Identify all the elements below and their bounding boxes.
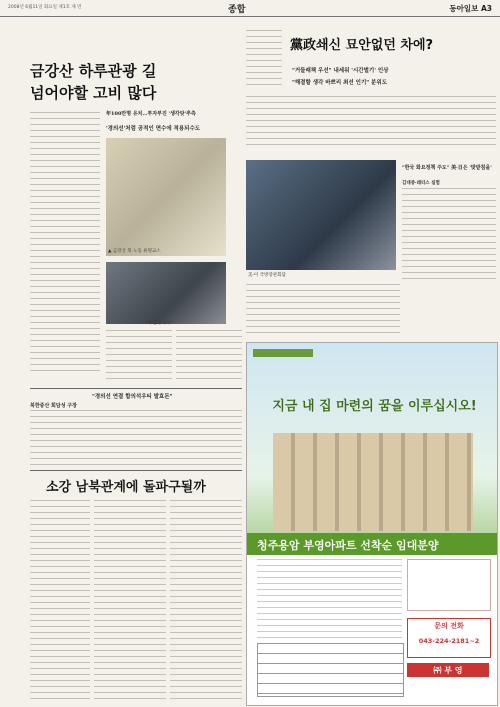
ad-buildings — [273, 433, 473, 531]
right-photo — [246, 160, 396, 270]
photo-caption: "이 금강니다" — [145, 321, 173, 326]
right-photo-caption: 美·이 국방장관회담 — [248, 273, 286, 278]
ad-company-name: ㈜ 부 영 — [433, 666, 463, 675]
ad-hero — [247, 343, 497, 533]
bottom-body-col1 — [30, 500, 90, 700]
ad-band-text: 청주용암 부영아파트 선착순 임대분양 — [257, 539, 439, 552]
right-sub2: "해결할 생각 바쁘리 최선 인기" 분위도 — [292, 80, 388, 86]
divider-2 — [30, 470, 242, 471]
bottom-body-col3 — [170, 500, 242, 700]
pull-quote-sub: 북한중산 회담성 구장 — [30, 403, 77, 409]
right-sub1: "거들래책 우선" 내세워 '시간벌기' 인상 — [292, 68, 389, 74]
ad-headline: 지금 내 집 마련의 꿈을 이루십시오! — [272, 399, 477, 414]
pull-quote: "경의선 연결 합의석우티 발효돈" — [92, 394, 173, 400]
right-body — [246, 96, 496, 148]
photo-portrait — [106, 262, 226, 324]
ad-phone: 043-224-2181~2 — [418, 637, 480, 645]
page-header — [0, 0, 500, 17]
ad-company — [407, 663, 489, 677]
right-headline: 黨政쇄신 묘안없던 차에? — [290, 38, 434, 53]
ad-info-box — [407, 559, 491, 611]
right-body-3 — [246, 284, 400, 334]
ad-contact-label: 문의 전화 — [434, 622, 464, 630]
apartment-ad — [246, 342, 498, 706]
header-section: 종합 — [228, 5, 246, 15]
bottom-headline: 소강 남북관계에 돌파구될까 — [46, 480, 206, 495]
bottom-body-col2 — [94, 500, 166, 700]
right-body-2 — [402, 188, 496, 280]
map-caption: ▲ 금강산 북 노동 류명교스 — [108, 249, 161, 254]
ad-contact-box — [407, 618, 491, 658]
right-headline-2: "한국 화요정책 주도" 美·日은 '맞받침을' — [402, 165, 492, 171]
main-headline-2: 넘어야할 고비 많다 — [30, 84, 157, 102]
map-graphic — [106, 138, 226, 256]
ad-logo — [253, 349, 313, 357]
main-body-col2 — [106, 330, 172, 380]
pull-body — [30, 410, 242, 466]
main-kicker: 年100만명 유치…투자부진 '생각탓'추측 — [106, 111, 196, 117]
ad-details — [257, 559, 402, 639]
ad-table — [257, 643, 404, 697]
main-body-col3 — [176, 330, 242, 380]
divider — [30, 388, 242, 389]
header-paper: 동아일보 A3 — [449, 4, 492, 13]
header-date: 2008년 6월11일 화요일 제1호 제 면 — [8, 5, 82, 10]
right-sidebar-col — [246, 30, 282, 90]
main-body-col1 — [30, 112, 100, 372]
ad-band — [247, 533, 497, 555]
main-headline-1: 금강산 하루관광 길 — [30, 62, 157, 80]
main-subhead: '경의선'처럼 공적인 면수에 적용되수도 — [106, 126, 201, 132]
right-column-label: 김대중·레터스 실험 — [402, 181, 440, 186]
